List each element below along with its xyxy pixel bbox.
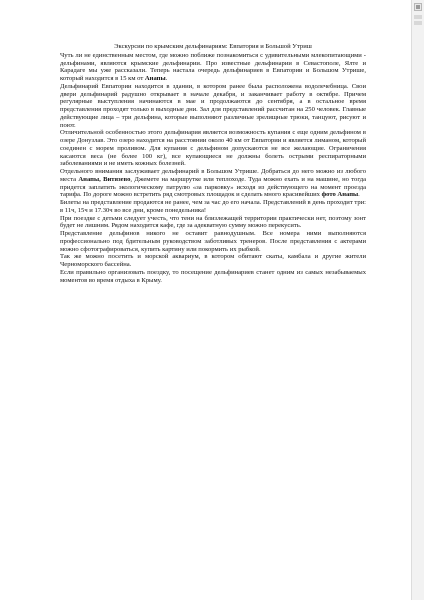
- text-segment: Представление дельфинов никого не оставит равнодушным. Все номера ними выполняются профессионально под бдительным руководством заботливых тренеров. После представления с актерами можно сфотографироваться, купить картину или покормить их рыбкой.: [60, 230, 366, 253]
- paragraph: [60, 52, 366, 83]
- text-segment: Так же можно посетить и морской аквариум, в котором обитают скаты, камбала и другие жители Черноморского бассейна.: [60, 253, 366, 268]
- paragraph: [60, 168, 366, 199]
- strip-handle-icon: [414, 21, 422, 25]
- text-segment: Если правильно организовать поездку, то посещение дельфинариев станет одним из самых незабываемых моментов во время отдыха в Крыму.: [60, 268, 366, 284]
- paragraph-list: [60, 52, 366, 285]
- text-segment: Отдельного внимания заслуживает дельфинарий в Большом Утрише. Добраться до него можно из любого места: [60, 168, 366, 183]
- paragraph: [60, 83, 366, 130]
- bold-text: фото Анапы: [321, 191, 359, 199]
- bold-text: Анапы: [144, 75, 166, 82]
- paragraph: [60, 269, 366, 285]
- strip-handle-icon: [414, 15, 422, 19]
- document-icon[interactable]: [414, 3, 422, 11]
- paragraph: [60, 230, 366, 253]
- text-segment: , Джемете на маршрутке или теплоходе. Туда можно ехать и на машине, но тогда придется заплатить экологическому патрулю «за парковку» исходя из действующего на момент проезда тарифа. По дороге можно встретить ряд смотровых площадок и сделать много красивейших: [60, 175, 366, 199]
- text-segment: Билеты на представление продаются не ранее, чем за час до его начала. Представлений в день проходит три: в 11ч, 15ч и 17.30ч во все дни, кроме понедельника!: [60, 199, 366, 214]
- document-body: [60, 43, 366, 284]
- text-segment: Дельфинарий Евпатории находится в здании, в котором ранее была расположена водолечебница. Свои двери дельфинарий радушно открывает в начале декабря, и заканчивает работу в октябре. Причем регулярные выступления начинаются в мае и продолжаются до сентября, а в остальное время представления проходят только в выходные дни. Зал для представлений рассчитан на 250 человек. Главные действующие лица – три дельфина, которые выполняют различные зрелищные трюки, танцуют, рисуют и поют.: [60, 82, 366, 129]
- text-segment: .: [165, 75, 168, 82]
- text-segment: При поездке с детьми следует учесть, что тени на близлежащей территории практически нет, поэтому зонт будет не лишним. Рядом находится кафе, где за адекватную сумму можно перекусить.: [60, 214, 366, 230]
- bold-text: Анапы, Витязево: [78, 175, 131, 183]
- side-strip: [411, 0, 424, 600]
- paragraph: [60, 253, 366, 269]
- text-segment: Отличительной особенностью этого дельфинария является возможность купания с еще одним дельфином в озере Донузлав. Это озеро находится на расстоянии около 40 км от Евпатории и является лиманом, который соединен с морем проливом. Для купания с дельфином допускаются не все желающие. Ограничения касаются веса (не более 100 кг), все купающиеся не должны болеть острыми респираторными заболеваниями и не иметь кожных болезней.: [60, 129, 366, 168]
- text-segment: .: [358, 191, 360, 199]
- paragraph: [60, 129, 366, 168]
- text-segment: Чуть ли не единственным местом, где можно поближе познакомиться с удивительными млекопитающими - дельфинами, являются крымские дельфинарии. Про известные дельфинарии в Севастополе, Ялте и Карадаге мы уже рассказали. Теперь настала очередь дельфинариев в Евпатории и Большом Утрише, который находится в 15 км от: [60, 51, 366, 82]
- paragraph: [60, 215, 366, 231]
- paragraph: [60, 199, 366, 215]
- document-title: Экскурсии по крымским дельфинариям: Евпатория и Большой Утриш: [114, 43, 312, 50]
